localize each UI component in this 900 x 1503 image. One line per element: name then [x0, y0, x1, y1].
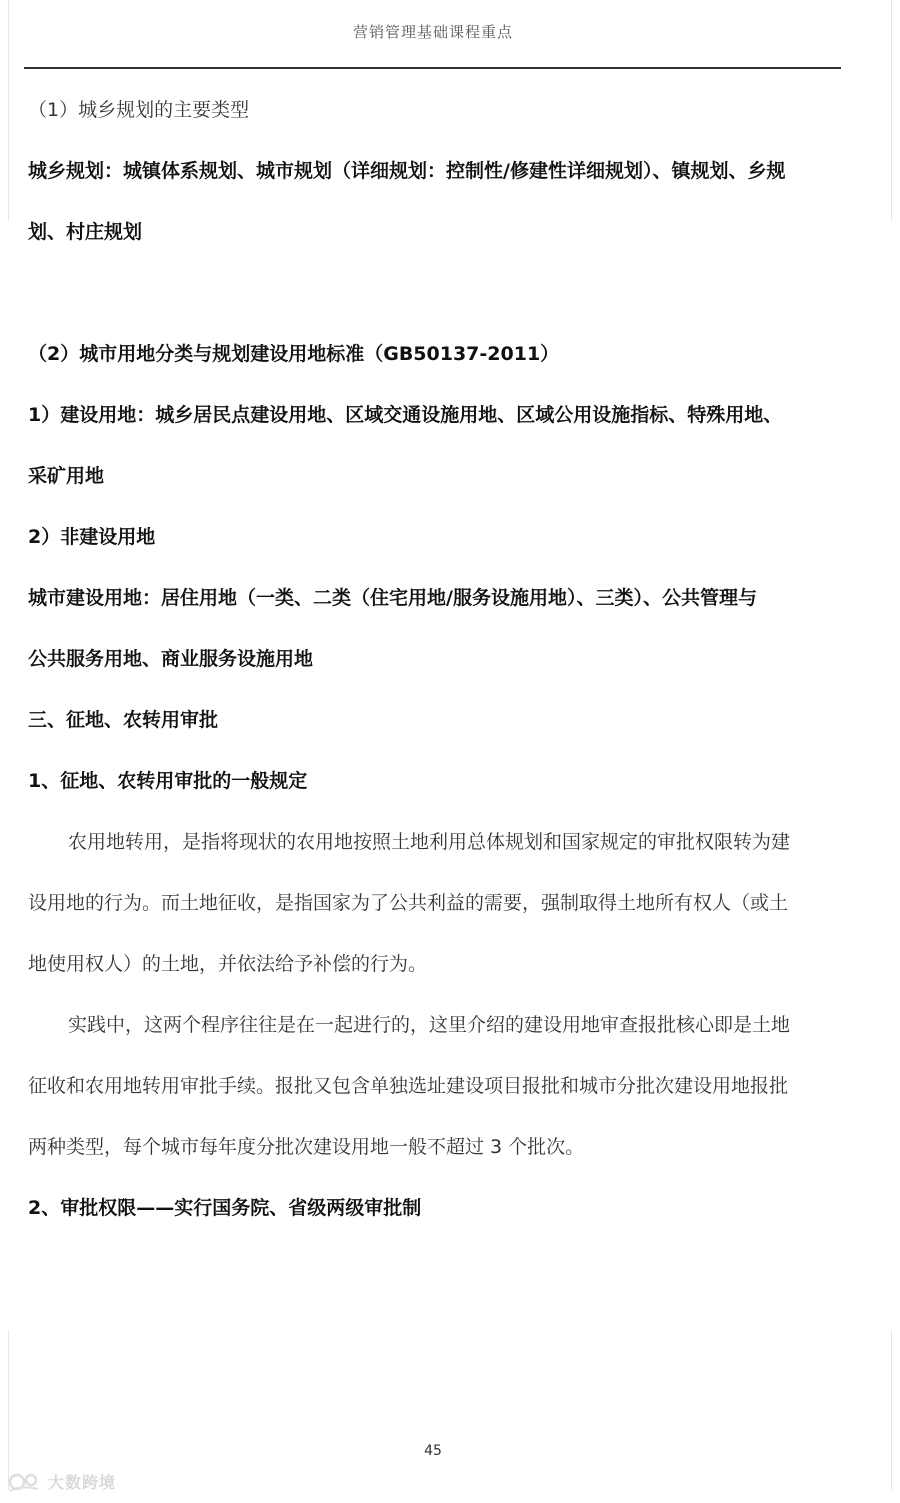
watermark-text: 大数跨境 [48, 1473, 117, 1492]
paragraph-line: 城乡规划：城镇体系规划、城市规划（详细规划：控制性/修建性详细规划）、镇规划、乡规 [28, 160, 786, 182]
page-edge [891, 0, 892, 220]
page-number: 45 [424, 1443, 442, 1459]
brand-logo-icon [8, 1471, 42, 1493]
paragraph-line: 城市建设用地：居住用地（一类、二类（住宅用地/服务设施用地）、三类）、公共管理与 [28, 587, 757, 609]
paragraph-line: 实践中，这两个程序往往是在一起进行的，这里介绍的建设用地审查报批核心即是土地 [68, 1014, 791, 1036]
paragraph-line: 设用地的行为。而土地征收，是指国家为了公共利益的需要，强制取得土地所有权人（或土 [28, 892, 789, 914]
paragraph-line: 划、村庄规划 [28, 221, 143, 243]
subsection-heading: 1、征地、农转用审批的一般规定 [28, 770, 308, 792]
paragraph-line: 两种类型，每个城市每年度分批次建设用地一般不超过 3 个批次。 [28, 1136, 585, 1158]
paragraph-line: 1）建设用地：城乡居民点建设用地、区域交通设施用地、区域公用设施指标、特殊用地、 [28, 404, 783, 426]
subsection-heading: 2、审批权限——实行国务院、省级两级审批制 [28, 1197, 422, 1219]
paragraph-line: 采矿用地 [28, 465, 105, 487]
watermark [8, 1470, 116, 1493]
section-heading-2: （2）城市用地分类与规划建设用地标准（GB50137-2011） [28, 343, 560, 365]
paragraph-line: 征收和农用地转用审批手续。报批又包含单独选址建设项目报批和城市分批次建设用地报批 [28, 1075, 789, 1097]
chapter-heading: 三、征地、农转用审批 [28, 709, 219, 731]
paragraph-line: 地使用权人）的土地，并依法给予补偿的行为。 [28, 953, 428, 975]
paragraph-line: 公共服务用地、商业服务设施用地 [28, 648, 314, 670]
paragraph-line: 2）非建设用地 [28, 526, 156, 548]
page-edge [8, 1330, 9, 1490]
running-header: 营销管理基础课程重点 [352, 23, 513, 41]
section-heading-1: （1）城乡规划的主要类型 [28, 99, 250, 121]
page-edge [891, 1330, 892, 1490]
header-divider [24, 67, 841, 69]
paragraph-line: 农用地转用，是指将现状的农用地按照土地利用总体规划和国家规定的审批权限转为建 [68, 831, 791, 853]
